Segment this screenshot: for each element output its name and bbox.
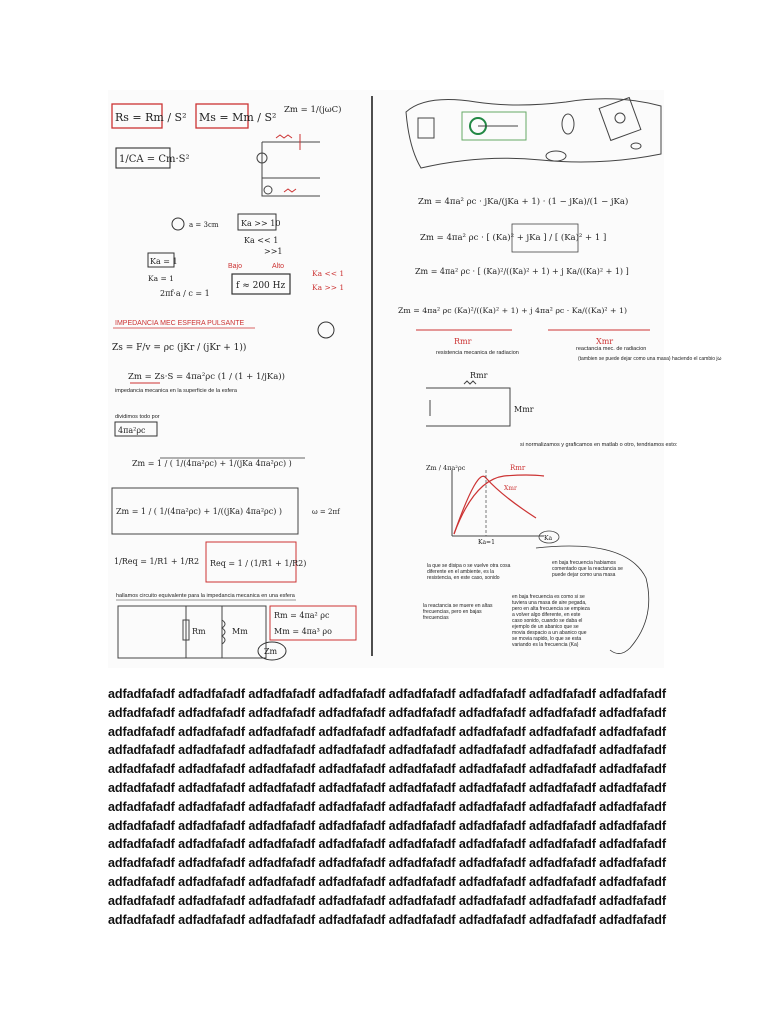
right-z1: Zm = 4πa² ρc · jKa/(jKa + 1) · (1 − jKa)/(1 − jKa) (418, 197, 629, 207)
graph-xmr: Xmr (504, 485, 517, 492)
req2-eq: Req = 1 / (1/R1 + 1/R2) (210, 559, 307, 568)
note-2: en baja frecuencia habiamos comentado que la reactancia se puede dejar como una masa (552, 560, 623, 578)
filler-line: adfadfafadf adfadfafadf adfadfafadf adfadfafadf adfadfafadf adfadfafadf adfadfafadf adfadfafadf (108, 705, 666, 720)
w-eq: ω = 2πf (312, 508, 340, 516)
freq-eq: 2πf·a / c = 1 (160, 289, 210, 298)
divisor: 4πa²ρc (118, 426, 146, 435)
note-1: la que se disipa o se vuelve otra cosa diferente en el ambiente, es la resistencia, en este caso, sonido (427, 563, 511, 581)
graph-rmr: Rmr (510, 464, 526, 472)
eq-ms: Ms = Mm / S² (199, 111, 277, 124)
circuit-mm: Mm (232, 627, 248, 636)
note-divide: dividimos todo por (115, 414, 160, 420)
ka-one: Ka = 1 (150, 257, 178, 266)
section-title: IMPEDANCIA MEC ESFERA PULSANTE (115, 320, 245, 327)
note-rad-res: resistencia mecanica de radiacion (436, 350, 519, 356)
filler-line: adfadfafadf adfadfafadf adfadfafadf adfadfafadf adfadfafadf adfadfafadf adfadfafadf adfadfafadf (108, 818, 666, 833)
eq-rs: Rs = Rm / S² (115, 111, 187, 124)
zm-frac2: Zm = 1 / ( 1/(4πa²ρc) + 1/((jKa) 4πa²ρc) ) (116, 507, 283, 516)
zm-frac: Zm = 1 / ( 1/(4πa²ρc) + 1/(jKa 4πa²ρc) ) (132, 459, 292, 468)
filler-line: adfadfafadf adfadfafadf adfadfafadf adfadfafadf adfadfafadf adfadfafadf adfadfafadf adfadfafadf (108, 687, 666, 701)
mm-eq: Mm = 4πa³ ρo (274, 627, 332, 636)
right-z4: Zm = 4πa² ρc (Ka)²/((Ka)² + 1) + j 4πa² ρc · Ka/((Ka)² + 1) (398, 306, 628, 315)
filler-line: adfadfafadf adfadfafadf adfadfafadf adfadfafadf adfadfafadf adfadfafadf adfadfafadf adfadfafadf (108, 837, 666, 852)
note-rad-reac: reactancia mec. de radiacion (576, 346, 647, 352)
graph-ka1: Ka=1 (478, 539, 495, 546)
filler-line: adfadfafadf adfadfafadf adfadfafadf adfadfafadf adfadfafadf adfadfafadf adfadfafadf adfadfafadf (108, 724, 666, 739)
filler-line: adfadfafadf adfadfafadf adfadfafadf adfadfafadf adfadfafadf adfadfafadf adfadfafadf adfadfafadf (108, 874, 666, 889)
filler-line: adfadfafadf adfadfafadf adfadfafadf adfadfafadf adfadfafadf adfadfafadf adfadfafadf adfadfafadf (108, 856, 666, 871)
req-eq: 1/Req = 1/R1 + 1/R2 (114, 557, 200, 566)
label-xmr: Xmr (596, 337, 614, 346)
note-matlab: si normalizamos y graficamos en matlab o otro, tendriamos esto: (520, 442, 678, 448)
note-mass: (tambien se puede dejar como una masa) haciendo el cambio jω (578, 356, 722, 362)
note-impedancia: impedancia mecanica en la superficie de la esfera (115, 388, 237, 394)
bajo-label: Bajo (228, 263, 243, 270)
circuit-zm: Zm (264, 647, 278, 656)
side-large: Ka >> 1 (312, 283, 345, 292)
filler-line: adfadfafadf adfadfafadf adfadfafadf adfadfafadf adfadfafadf adfadfafadf adfadfafadf adfadfafadf (108, 780, 666, 795)
circuit-mmr: Mmr (514, 405, 534, 414)
filler-line: adfadfafadf adfadfafadf adfadfafadf adfadfafadf adfadfafadf adfadfafadf adfadfafadf adfadfafadf (108, 912, 666, 927)
note-circuit: hallamos circuito equivalente para la impedancia mecanica en una esfera (116, 593, 295, 599)
filler-line: adfadfafadf adfadfafadf adfadfafadf adfadfafadf adfadfafadf adfadfafadf adfadfafadf adfadfafadf (108, 893, 666, 908)
ka-small: Ka << 1 (244, 236, 279, 245)
circuit-rmr: Rmr (470, 371, 488, 380)
circuit-rm: Rm (192, 627, 206, 636)
right-z2: Zm = 4πa² ρc · [ (Ka)² + jKa ] / [ (Ka)² + 1 ] (420, 233, 607, 243)
rm-eq: Rm = 4πa² ρc (274, 611, 330, 620)
filler-line: adfadfafadf adfadfafadf adfadfafadf adfadfafadf adfadfafadf adfadfafadf adfadfafadf adfadfafadf (108, 762, 666, 777)
filler-text-block (108, 685, 668, 929)
eq-ca: 1/CA = Cm·S² (119, 154, 190, 165)
ka-one-b: Ka = 1 (148, 274, 174, 283)
zm-eq: Zm = Zs·S = 4πa²ρc (1 / (1 + 1/jKa)) (128, 372, 285, 382)
right-z3: Zm = 4πa² ρc · [ (Ka)²/((Ka)² + 1) + j Ka/((Ka)² + 1) ] (415, 267, 629, 276)
ka-condition: Ka >> 10 (241, 219, 281, 228)
note-4: en baja frecuencia es como si se tuviera una masa de aire pegada, pero en alta frecuencia se empieza a volver algo diferente, en este caso sonido, cuando se daba el ejemplo de un abanico que se movia despacio a un abanico que se movia rapido, lo que se esta variando es la frecuencia (Ka) (512, 594, 590, 648)
label-rmr: Rmr (454, 337, 472, 346)
sphere-label: a = 3cm (189, 221, 219, 229)
filler-line: adfadfafadf adfadfafadf adfadfafadf adfadfafadf adfadfafadf adfadfafadf adfadfafadf adfadfafadf (108, 743, 666, 758)
graph-ka: Ka (544, 535, 553, 542)
freq-result: f ≈ 200 Hz (236, 281, 286, 291)
note-3: la reactancia se muere en altas frecuencias, pero en bajas frecuencias (423, 603, 493, 621)
z1-eq: Zs = F/v = ρc (jKr / (jKr + 1)) (112, 343, 247, 353)
ka-large: >>1 (264, 247, 283, 256)
filler-line: adfadfafadf adfadfafadf adfadfafadf adfadfafadf adfadfafadf adfadfafadf adfadfafadf adfadfafadf (108, 799, 666, 814)
eq-zm-cap: Zm = 1/(jωC) (284, 105, 342, 115)
side-small: Ka << 1 (312, 269, 345, 278)
graph-y-label: Zm / 4πa²ρc (426, 464, 466, 472)
alto-label: Alto (272, 263, 285, 270)
